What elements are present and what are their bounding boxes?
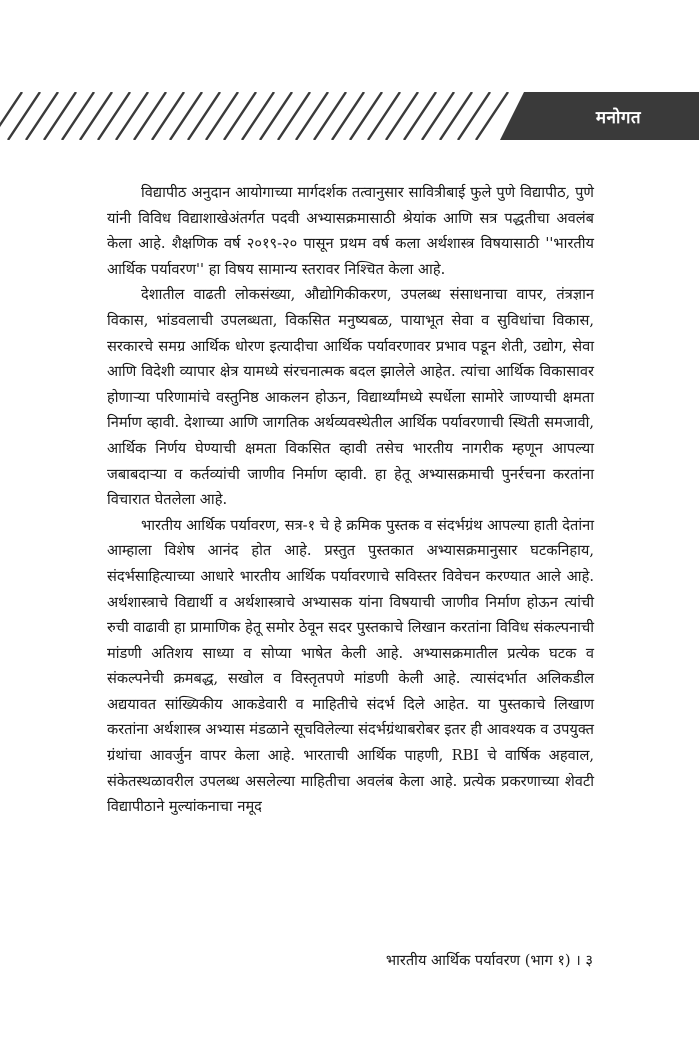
- section-title: मनोगत: [595, 107, 642, 128]
- paragraph-3: भारतीय आर्थिक पर्यावरण, सत्र-१ चे हे क्रमिक पुस्तक व संदर्भग्रंथ आपल्या हाती देतांना आम्हाला विशेष आनंद होत आहे. प्रस्तुत पुस्तकात अभ्यासक्रमानुसार घटकनिहाय, संदर्भसाहित्याच्या आधारे भारतीय आर्थिक पर्यावरणाचे सविस्तर विवेचन करण्यात आले आहे. अर्थशास्त्राचे विद्यार्थी व अर्थशास्त्राचे अभ्यासक यांना विषयाची जाणीव निर्माण होऊन त्यांची रुची वाढावी हा प्रामाणिक हेतू समोर ठेवून सदर पुस्तकाचे लिखान करतांना विविध संकल्पनाची मांडणी अतिशय साध्या व सोप्या भाषेत केली आहे. अभ्यासक्रमातील प्रत्येक घटक व संकल्पनेची क्रमबद्ध, सखोल व विस्तृतपणे मांडणी केली आहे. त्यासंदर्भात अलिकडील अद्ययावत सांख्यिकीय आकडेवारी व माहितीचे संदर्भ दिले आहेत. या पुस्तकाचे लिखाण करतांना अर्थशास्त्र अभ्यास मंडळाने सूचविलेल्या संदर्भग्रंथाबरोबर इतर ही आवश्यक व उपयुक्त ग्रंथांचा आवर्जुन वापर केला आहे. भारताची आर्थिक पाहणी, RBI चे वार्षिक अहवाल, संकेतस्थळावरील उपलब्ध असलेल्या माहितीचा अवलंब केला आहे. प्रत्येक प्रकरणाच्या शेवटी विद्यापीठाने मुल्यांकनाचा नमूद: [107, 516, 594, 816]
- body-text: [107, 180, 594, 820]
- paragraph-2: देशातील वाढती लोकसंख्या, औद्योगिकीकरण, उपलब्ध संसाधनाचा वापर, तंत्रज्ञान विकास, भांडवलाची उपलब्धता, विकसित मनुष्यबळ, पायाभूत सेवा व सुविधांचा विकास, सरकारचे समग्र आर्थिक धोरण इत्यादीचा आर्थिक पर्यावरणावर प्रभाव पडून शेती, उद्योग, सेवा आणि विदेशी व्यापार क्षेत्र यामध्ये संरचनात्मक बदल झालेले आहेत. त्यांचा आर्थिक विकासावर होणाऱ्या परिणामांचे वस्तुनिष्ठ आकलन होऊन, विद्यार्थ्यांमध्ये स्पर्धेला सामोरे जाण्याची क्षमता निर्माण व्हावी. देशाच्या आणि जागतिक अर्थव्यवस्थेतील आर्थिक पर्यावरणाची स्थिती समजावी, आर्थिक निर्णय घेण्याची क्षमता विकसित व्हावी तसेच भारतीय नागरीक म्हणून आपल्या जबाबदाऱ्या व कर्तव्यांची जाणीव निर्माण व्हावी. हा हेतू अभ्यासक्रमाची पुनर्रचना करतांना विचारात घेतलेला आहे.: [107, 286, 594, 509]
- running-footer: भारतीय आर्थिक पर्यावरण (भाग १) । ३: [385, 952, 593, 969]
- paragraph-1: विद्यापीठ अनुदान आयोगाच्या मार्गदर्शक तत्वानुसार सावित्रीबाई फुले पुणे विद्यापीठ, पुणे यांनी विविध विद्याशाखेअंतर्गत पदवी अभ्यासक्रमासाठी श्रेयांक आणि सत्र पद्धतीचा अवलंब केला आहे. शैक्षणिक वर्ष २०१९-२० पासून प्रथम वर्ष कला अर्थशास्त्र विषयासाठी ''भारतीय आर्थिक पर्यावरण'' हा विषय सामान्य स्तरावर निश्चित केला आहे.: [107, 184, 594, 278]
